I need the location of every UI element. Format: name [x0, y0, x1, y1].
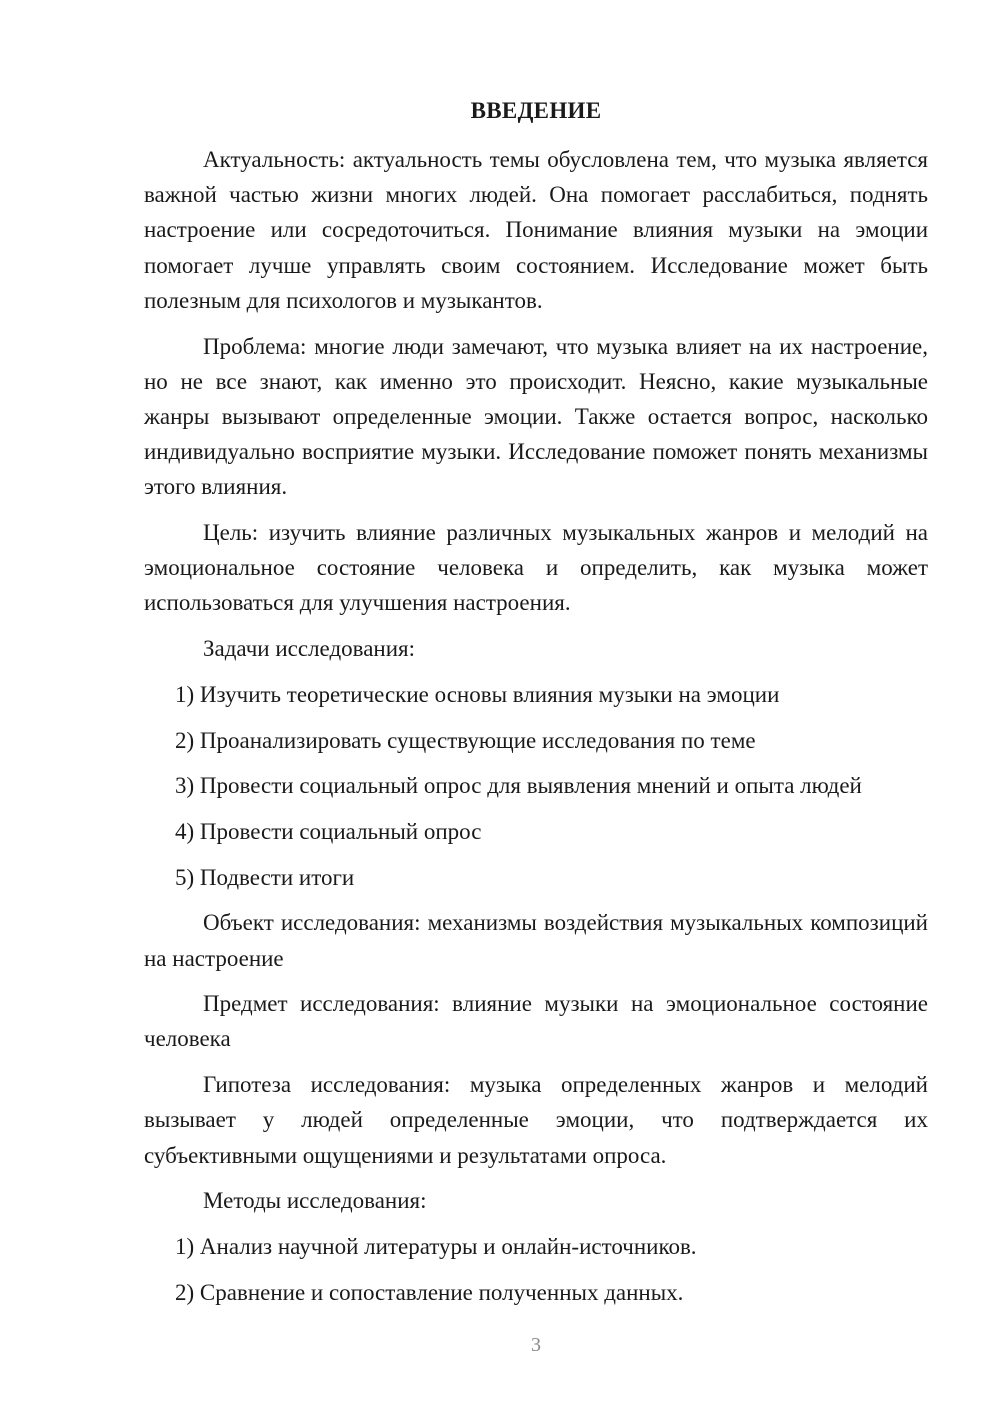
document-body — [144, 142, 928, 1320]
tasks-heading: Задачи исследования: — [203, 636, 416, 662]
method-item: 2) Сравнение и сопоставление полученных данных. — [175, 1279, 684, 1305]
page-number: 3 — [531, 1334, 541, 1356]
goal-paragraph: Цель: изучить влияние различных музыкальных жанров и мелодий на эмоциональное состояние человека и определить, как музыка может использоваться для улучшения настроения. — [144, 520, 928, 616]
method-item: 1) Анализ научной литературы и онлайн-источников. — [175, 1233, 697, 1259]
task-item: 5) Подвести итоги — [175, 864, 355, 890]
hypothesis-paragraph: Гипотеза исследования: музыка определенных жанров и мелодий вызывает у людей определенные эмоции, что подтверждается их субъективными ощущениями и результатами опроса. — [144, 1072, 928, 1168]
page-title: ВВЕДЕНИЕ — [470, 98, 602, 123]
problem-paragraph: Проблема: многие люди замечают, что музыка влияет на их настроение, но не все знают, как именно это происходит. Неясно, какие музыкальные жанры вызывают определенные эмоции. Также остается вопрос, насколько индивидуально восприятие музыки. Исследование поможет понять механизмы этого влияния. — [144, 333, 928, 500]
task-item: 2) Проанализировать существующие исследования по теме — [175, 727, 756, 753]
subject-paragraph: Предмет исследования: влияние музыки на эмоциональное состояние человека — [144, 991, 928, 1052]
methods-heading: Методы исследования: — [203, 1188, 427, 1214]
object-paragraph: Объект исследования: механизмы воздействия музыкальных композиций на настроение — [144, 910, 928, 971]
task-item: 3) Провести социальный опрос для выявления мнений и опыта людей — [175, 773, 862, 799]
task-item: 1) Изучить теоретические основы влияния музыки на эмоции — [175, 681, 780, 707]
relevance-paragraph: Актуальность: актуальность темы обусловлена тем, что музыка является важной частью жизни многих людей. Она помогает расслабиться, поднять настроение или сосредоточиться. Понимание влияния музыки на эмоции помогает лучше управлять своим состоянием. Исследование может быть полезным для психологов и музыкантов. — [144, 147, 928, 313]
task-item: 4) Провести социальный опрос — [175, 818, 482, 844]
